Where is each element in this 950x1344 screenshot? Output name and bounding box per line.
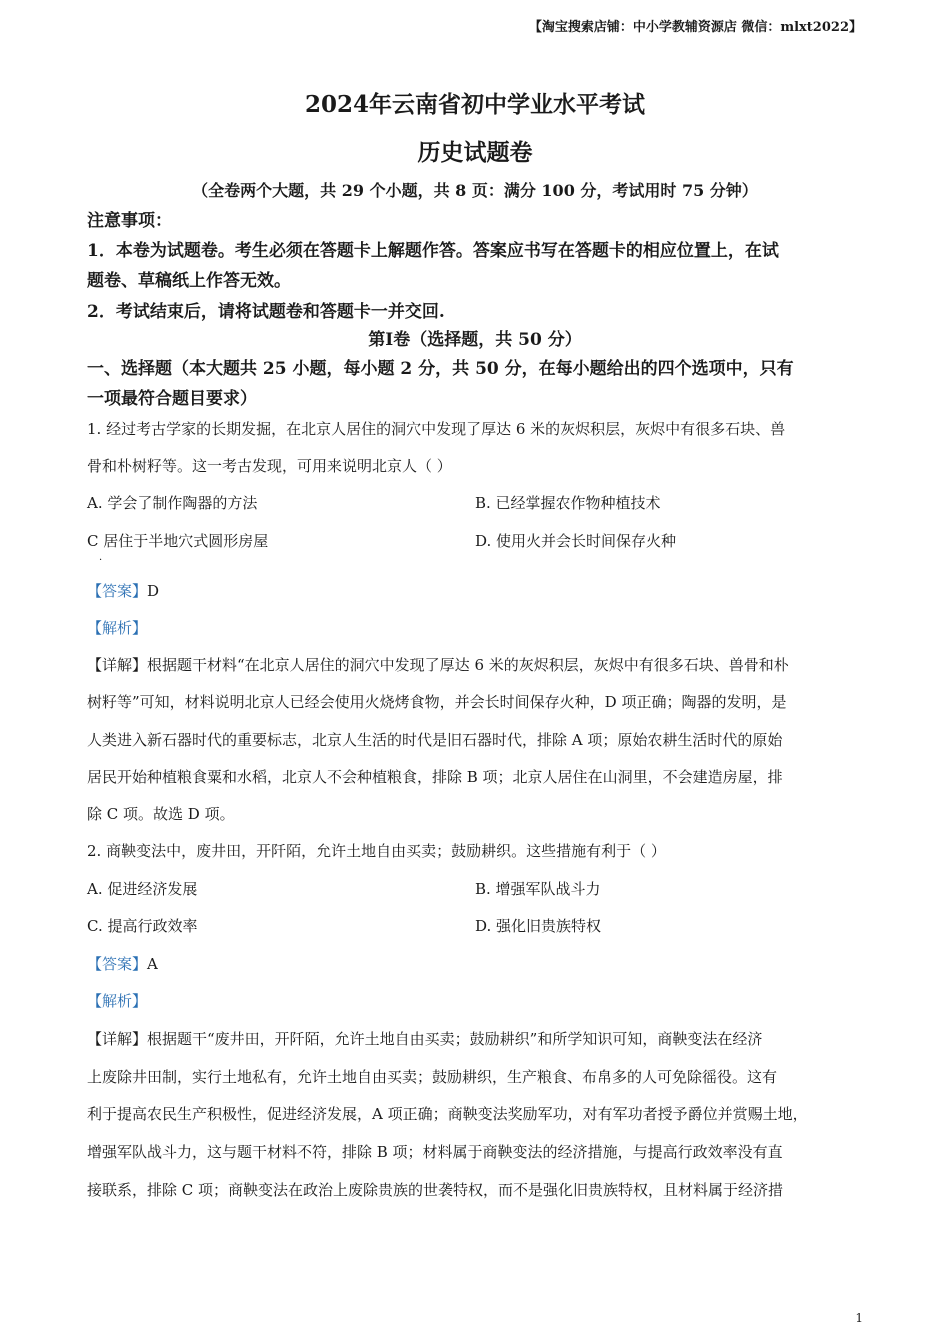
- header-note: 【淘宝搜索店铺：中小学教辅资源店 微信：mlxt2022】: [528, 20, 862, 35]
- punctuation-dot: ·: [99, 555, 103, 566]
- q1-detail: 【详解】根据题干材料“在北京人居住的洞穴中发现了厚达 6 米的灰烬积层，灰烬中有很多石块、兽骨和朴: [87, 656, 789, 674]
- paper-subject-title: 历史试题卷: [417, 139, 533, 166]
- section-title: 一项最符合题目要求）: [87, 389, 257, 409]
- q1-detail: 居民开始种植粮食粟和水稻，北京人不会种植粮食，排除 B 项；北京人居住在山洞里，不会建造房屋，排: [87, 768, 783, 786]
- answer-label: 【答案】: [87, 582, 148, 600]
- q1-analysis-label: 【解析】: [87, 619, 148, 637]
- notice-line: 1．本卷为试题卷。考生必须在答题卡上解题作答。答案应书写在答题卡的相应位置上，在试: [87, 241, 779, 261]
- answer-value: D: [147, 582, 160, 600]
- q2-detail: 利于提高农民生产积极性，促进经济发展，A 项正确；商鞅变法奖励军功，对有军功者授予爵位并赏赐土地，: [87, 1105, 808, 1123]
- q1-option-a: A. 学会了制作陶器的方法: [87, 494, 258, 512]
- q2-detail: 【详解】根据题干“废井田，开阡陌，允许土地自由买卖；鼓励耕织”和所学知识可知，商鞅变法在经济: [87, 1030, 763, 1048]
- notice-line: 题卷、草稿纸上作答无效。: [87, 271, 291, 291]
- exam-title: 2024年云南省初中学业水平考试: [304, 91, 645, 118]
- q1-answer: [87, 580, 159, 601]
- q2-option-a: A. 促进经济发展: [87, 880, 198, 898]
- q2-detail: 增强军队战斗力，这与题干材料不符，排除 B 项；材料属于商鞅变法的经济措施，与提高行政效率没有直: [87, 1143, 783, 1161]
- q2-option-b: B. 增强军队战斗力: [475, 880, 601, 898]
- q2-detail: 接联系，排除 C 项；商鞅变法在政治上废除贵族的世袭特权，而不是强化旧贵族特权，且材料属于经济措: [87, 1181, 784, 1199]
- part-title: 第Ⅰ卷（选择题，共 50 分）: [368, 330, 582, 350]
- q2-analysis-label: 【解析】: [87, 992, 148, 1010]
- exam-info: （全卷两个大题，共 29 个小题，共 8 页：满分 100 分，考试用时 75 分钟）: [192, 181, 758, 200]
- q1-stem: 骨和朴树籽等。这一考古发现，可用来说明北京人（ ）: [87, 457, 452, 475]
- answer-label: 【答案】: [87, 955, 148, 973]
- q1-option-c: C 居住于半地穴式圆形房屋: [87, 532, 269, 550]
- q1-detail: 树籽等”可知，材料说明北京人已经会使用火烧烤食物，并会长时间保存火种，D 项正确；陶器的发明，是: [87, 693, 787, 711]
- q1-option-d: D. 使用火并会长时间保存火种: [475, 532, 677, 550]
- q2-option-c: C. 提高行政效率: [87, 917, 198, 935]
- q1-detail: 除 C 项。故选 D 项。: [87, 805, 235, 823]
- q2-option-d: D. 强化旧贵族特权: [475, 917, 602, 935]
- q1-stem: 1. 经过考古学家的长期发掘，在北京人居住的洞穴中发现了厚达 6 米的灰烬积层，灰烬中有很多石块、兽: [87, 420, 786, 438]
- q2-answer: [87, 953, 158, 974]
- section-title: 一、选择题（本大题共 25 小题，每小题 2 分，共 50 分，在每小题给出的四个选项中，只有: [87, 359, 794, 379]
- page-number: 1: [855, 1311, 863, 1325]
- notice-line: 2．考试结束后，请将试题卷和答题卡一并交回.: [87, 302, 445, 322]
- q1-detail: 人类进入新石器时代的重要标志，北京人生活的时代是旧石器时代，排除 A 项；原始农耕生活时代的原始: [87, 731, 783, 749]
- q1-option-b: B. 已经掌握农作物种植技术: [475, 494, 661, 512]
- answer-value: A: [147, 955, 158, 973]
- notice-heading: 注意事项：: [87, 211, 172, 231]
- q2-stem: 2. 商鞅变法中，废井田，开阡陌，允许土地自由买卖；鼓励耕织。这些措施有利于（ ）: [87, 842, 666, 860]
- q2-detail: 上废除井田制，实行土地私有，允许土地自由买卖；鼓励耕织，生产粮食、布帛多的人可免除徭役。这有: [87, 1068, 778, 1086]
